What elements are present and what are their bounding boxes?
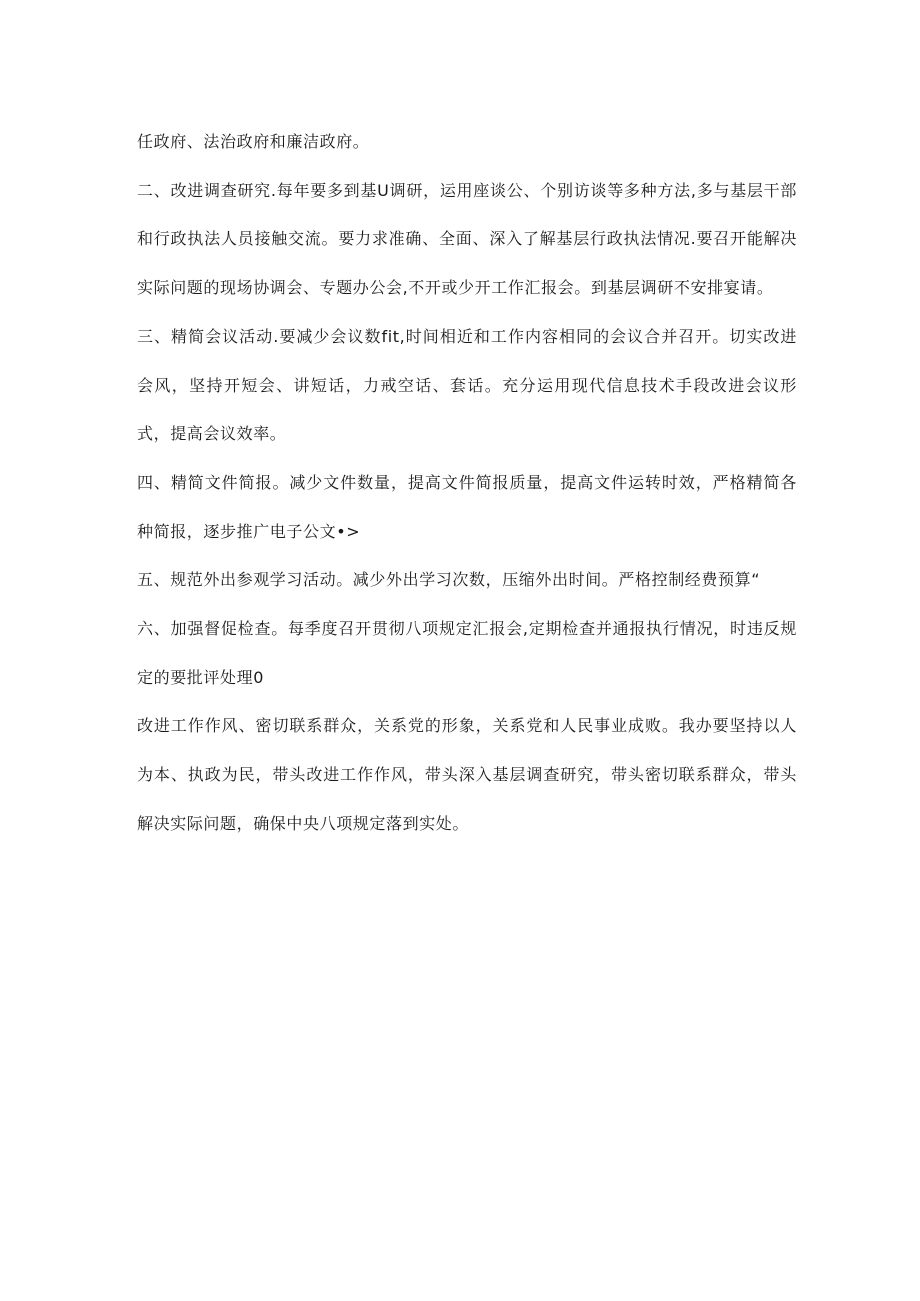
paragraph-conclusion: 改进工作作风、密切联系群众，关系党的形象，关系党和人民事业成败。我办要坚持以人为本、执政为民，带头改进工作作风，带头深入基层调查研究，带头密切联系群众，带头解决实际问题，确保中央八项规定落到实处。	[137, 716, 797, 833]
document-body	[137, 118, 797, 849]
paragraph-regulate-study-trips: 五、规范外出参观学习活动。减少外出学习次数，压缩外出时间。严格控制经费预算“	[137, 570, 761, 590]
paragraph-streamline-documents: 四、精简文件简报。减少文件数量，提高文件简报质量，提高文件运转时效，严格精简各种简报，逐步推广电子公文•>	[137, 472, 797, 541]
paragraph-continuation: 任政府、法治政府和廉洁政府。	[137, 132, 370, 151]
paragraph-supervision: 六、加强督促检查。每季度召开贯彻八项规定汇报会,定期检查并通报执行情况，时违反规定的要批评处理0	[137, 619, 797, 687]
paragraph-streamline-meetings: 三、精简会议活动.要减少会议数fit,时间相近和工作内容相同的会议合并召开。切实改进会风，坚持开短会、讲短话，力戒空话、套话。充分运用现代信息技术手段改进会议形式，提高会议效率。	[137, 326, 797, 444]
paragraph-improve-research: 二、改进调查研究.每年要多到基U调研，运用座谈公、个别访谈等多种方法,多与基层干部和行政执法人员接触交流。要力求准确、全面、深入了解基层行政执法情况.要召开能解决实际问题的现场协调会、专题办公会,不开或少开工作汇报会。到基层调研不安排宴请。	[137, 180, 797, 298]
